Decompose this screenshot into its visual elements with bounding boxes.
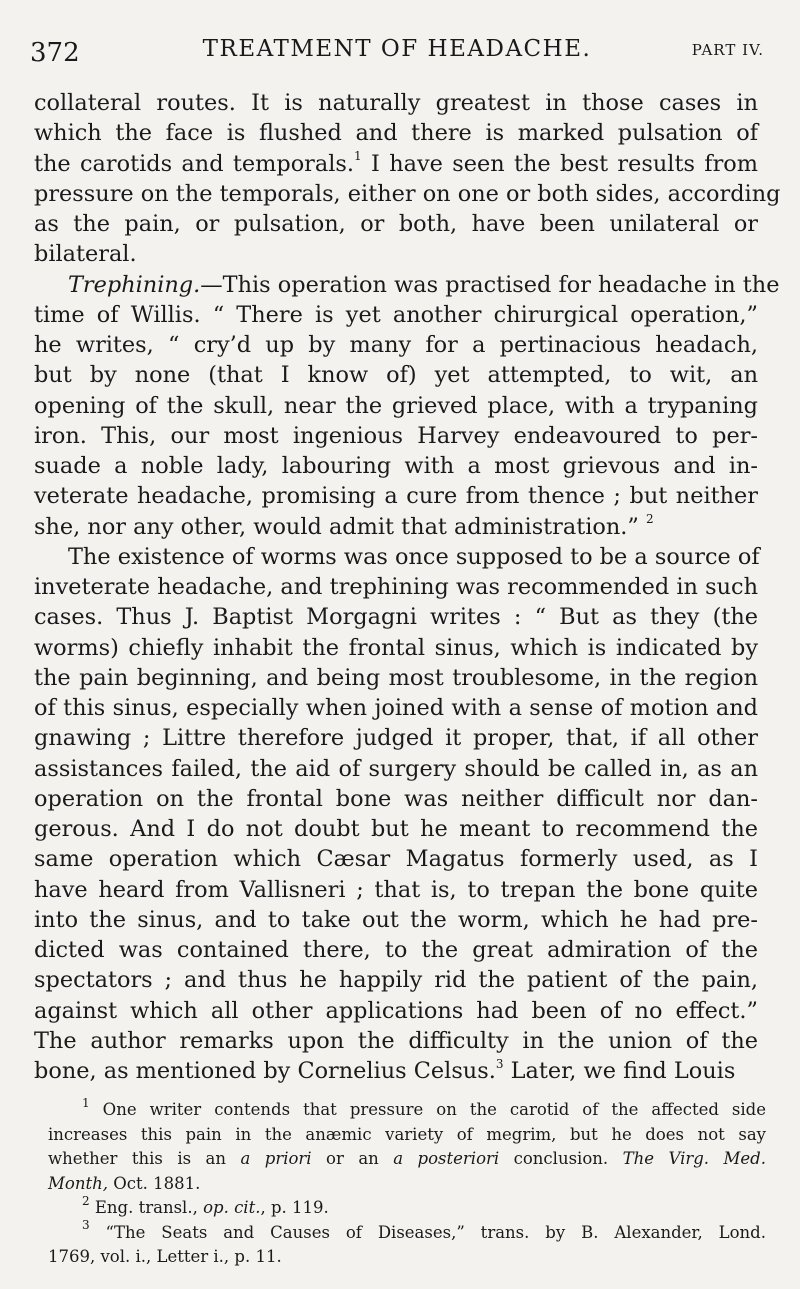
page-number: 372	[30, 38, 80, 68]
text-line	[34, 996, 758, 1026]
footnote-marker: 1	[82, 1095, 90, 1110]
text-run: time of Willis. “ There is yet another chirurgical operation,”	[34, 301, 758, 328]
text-line	[34, 814, 758, 844]
text-run: gerous. And I do not doubt but he meant to recommend the	[34, 816, 758, 842]
footnote-line	[48, 1245, 766, 1270]
text-line	[34, 512, 758, 542]
text-run: cases. Thus J. Baptist Morgagni writes : “ But as they (the	[34, 604, 758, 631]
footnotes	[48, 1095, 766, 1270]
text-run: Eng. transl.,	[89, 1198, 204, 1217]
footnote-marker: 3	[495, 1056, 504, 1071]
footnote-line	[48, 1172, 766, 1197]
text-run: assistances failed, the aid of surgery should be called in, as an	[34, 755, 758, 782]
text-line	[34, 723, 758, 753]
text-run: I have seen the best results from	[361, 150, 758, 177]
text-line	[34, 754, 758, 784]
text-line	[34, 935, 758, 965]
text-line	[34, 965, 758, 995]
text-line	[34, 905, 758, 935]
text-line	[34, 179, 781, 209]
text-run: Later, we find Louis	[503, 1058, 736, 1084]
text-run: but by none (that I know of) yet attempted, to wit, an	[34, 362, 758, 389]
text-run: which the face is flushed and there is marked pulsation of	[34, 120, 758, 147]
text-run: gnawing ; Littre therefore judged it proper, that, if all other	[34, 725, 758, 752]
text-line	[34, 270, 780, 300]
text-run: collateral routes. It is naturally greatest in those cases in	[34, 90, 758, 116]
text-run: suade a noble lady, labouring with a most grievous and in-	[34, 453, 758, 479]
text-line	[34, 693, 758, 723]
text-line	[34, 663, 758, 693]
text-line	[34, 1026, 758, 1056]
text-run: 1769, vol. i., Letter i., p. 11.	[48, 1247, 282, 1266]
text-run: The existence of worms was once supposed to be a source of	[68, 543, 760, 570]
text-line	[34, 784, 758, 814]
text-run: the pain beginning, and being most troublesome, in the region	[34, 664, 758, 691]
italic-text: a priori	[240, 1149, 312, 1168]
text-run: she, nor any other, would admit that administration.”	[34, 513, 646, 540]
text-line	[34, 602, 758, 632]
text-run: whether this is an	[48, 1149, 241, 1168]
page-header	[30, 32, 764, 72]
text-run: dicted was contained there, to the great admiration of the	[34, 937, 758, 963]
italic-text: a posteriori	[393, 1149, 500, 1168]
italic-text: The Virg. Med.	[622, 1149, 766, 1168]
body-text	[34, 88, 781, 1086]
text-run: pressure on the temporals, either on one or both sides, according	[34, 180, 781, 207]
text-run: inveterate headache, and trephining was recommended in such	[34, 574, 758, 600]
text-line	[34, 118, 758, 148]
text-run: same operation which Cæsar Magatus formerly used, as I	[34, 846, 758, 873]
footnote-marker: 1	[354, 149, 362, 164]
text-line	[34, 542, 758, 572]
text-run: —This operation was practised for headache in the	[200, 271, 780, 298]
footnote-marker: 2	[82, 1193, 90, 1208]
text-run: iron. This, our most ingenious Harvey endeavoured to per-	[34, 422, 758, 449]
text-run: he writes, “ cry’d up by many for a pertinacious headach,	[34, 332, 758, 358]
text-line	[34, 300, 758, 330]
text-line	[34, 391, 758, 421]
text-line	[34, 149, 758, 179]
text-line	[34, 875, 758, 905]
text-run: One writer contends that pressure on the carotid of the affected side	[89, 1100, 766, 1119]
text-line	[34, 451, 758, 481]
text-run: increases this pain in the anæmic variety of megrim, but he does not say	[48, 1124, 766, 1144]
text-line	[34, 844, 758, 874]
text-line	[34, 421, 758, 451]
text-run: bilateral.	[34, 241, 137, 268]
text-run: opening of the skull, near the grieved place, with a trypaning	[34, 392, 758, 419]
text-run: into the sinus, and to take out the worm, which he had pre-	[34, 906, 758, 933]
text-run: “The Seats and Causes of Diseases,” trans. by B. Alexander, Lond.	[89, 1222, 766, 1242]
footnote-marker: 3	[82, 1218, 90, 1232]
italic-text: op. cit.	[203, 1198, 261, 1217]
text-run: against which all other applications had been of no effect.”	[34, 997, 758, 1024]
footnote-line	[48, 1123, 766, 1148]
text-run: bone, as mentioned by Cornelius Celsus.	[34, 1058, 496, 1084]
text-run: worms) chiefly inhabit the frontal sinus, which is indicated by	[34, 634, 758, 661]
text-line	[34, 481, 758, 511]
footnote-line	[48, 1147, 766, 1172]
text-line	[34, 1056, 758, 1086]
text-run: the carotids and temporals.	[34, 150, 354, 177]
text-run: Oct. 1881.	[107, 1173, 201, 1193]
text-run: have heard from Vallisneri ; that is, to trepan the bone quite	[34, 876, 758, 903]
text-line	[34, 209, 758, 239]
text-line	[34, 239, 758, 269]
part-label: PART IV.	[691, 41, 764, 59]
text-line	[34, 360, 758, 390]
text-run: operation on the frontal bone was neither difficult nor dan-	[34, 785, 758, 812]
text-line	[34, 572, 758, 602]
text-line	[34, 88, 758, 118]
text-run: The author remarks upon the difficulty in the union of the	[34, 1027, 758, 1054]
text-run: , p. 119.	[260, 1198, 329, 1217]
text-run: as the pain, or pulsation, or both, have been unilateral or	[34, 211, 758, 237]
text-run: spectators ; and thus he happily rid the patient of the pain,	[34, 967, 758, 994]
text-line	[34, 633, 758, 663]
running-title: TREATMENT OF HEADACHE.	[202, 36, 592, 62]
footnote-line	[48, 1218, 766, 1246]
text-run: veterate headache, promising a cure from thence ; but neither	[34, 483, 758, 510]
footnote-marker: 2	[645, 512, 654, 527]
text-run: conclusion.	[499, 1149, 623, 1168]
text-run: of this sinus, especially when joined with a sense of motion and	[34, 695, 758, 721]
italic-text: Month,	[48, 1173, 108, 1193]
italic-text: Trephining.	[68, 271, 201, 298]
text-run: or an	[311, 1149, 394, 1168]
footnote-line	[48, 1095, 766, 1123]
footnote-line	[48, 1193, 766, 1221]
text-line	[34, 330, 758, 360]
